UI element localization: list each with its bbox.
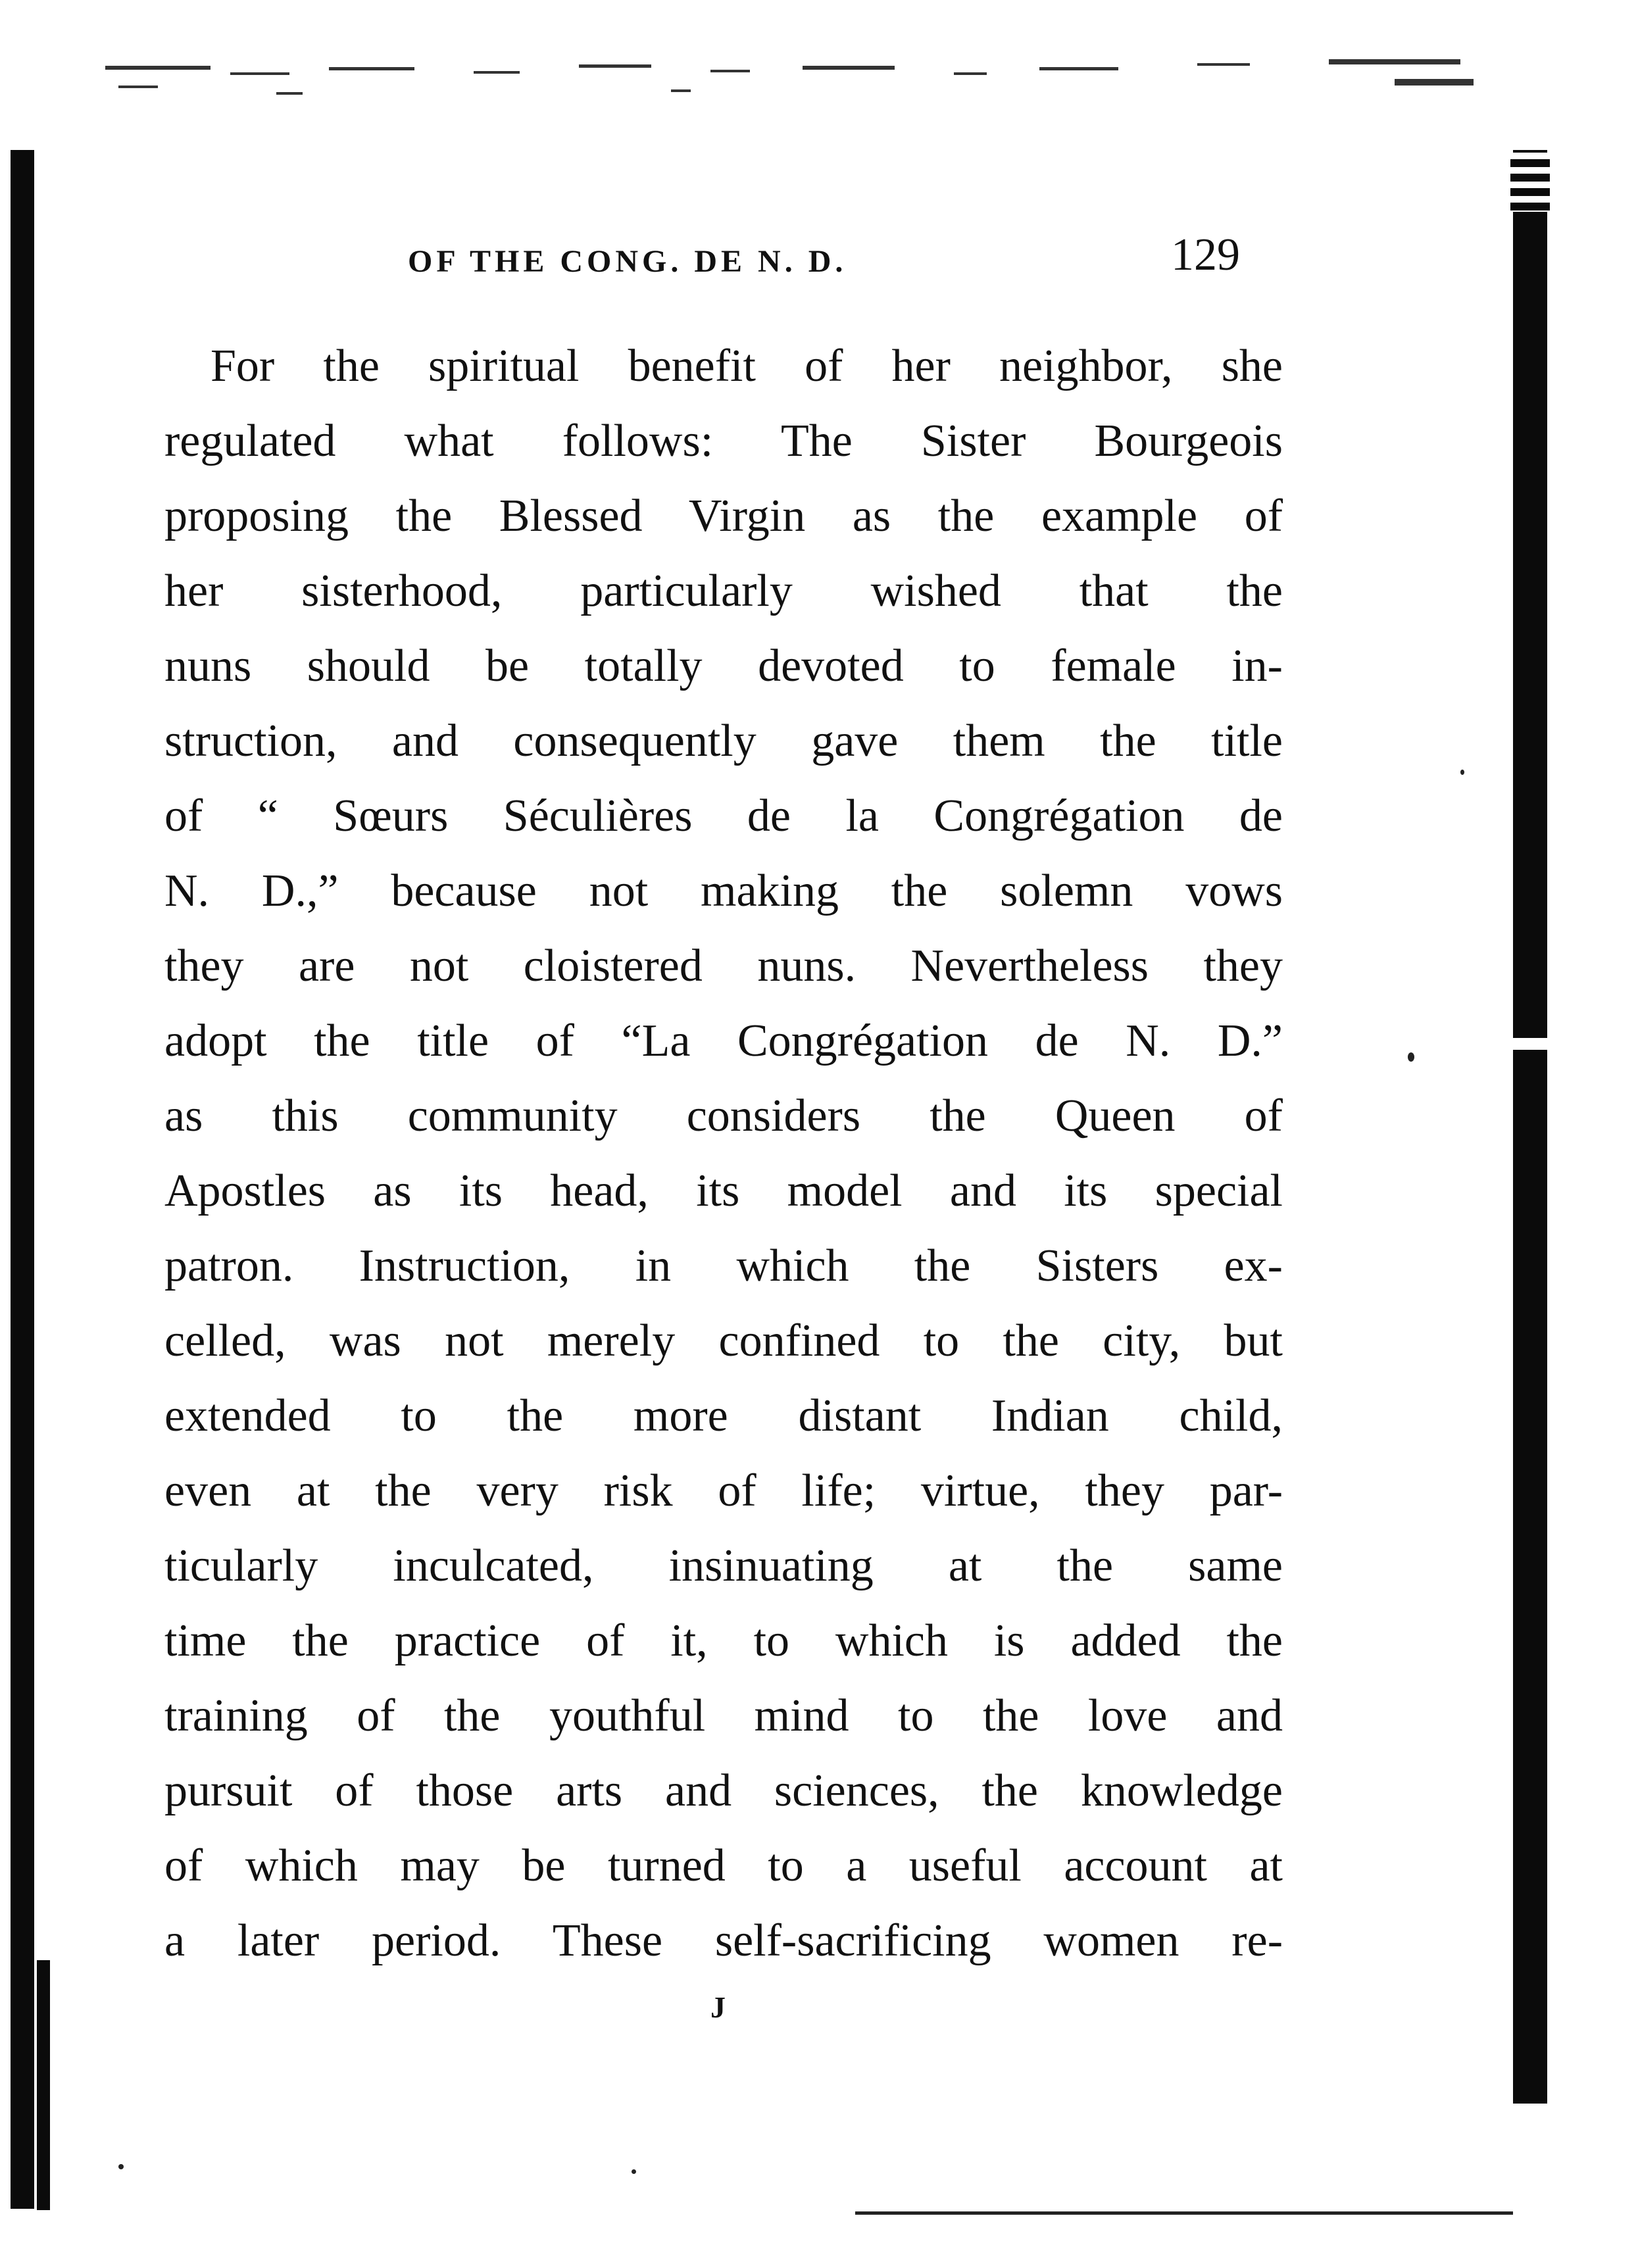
scan-speck [1460,770,1464,775]
scan-left-edge-shadow [11,150,34,2209]
scan-right-edge-gap [1510,1038,1550,1050]
scan-noise-top [79,53,1513,132]
text-line: a later period. These self-sacrificing women re- [164,1915,1283,1966]
text-line: patron. Instruction, in which the Sisters ex- [164,1241,1283,1291]
text-line: time the practice of it, to which is added the [164,1615,1283,1666]
text-line: celled, was not merely confined to the city, but [164,1316,1283,1366]
text-line: training of the youthful mind to the love and [164,1690,1283,1741]
text-line: struction, and consequently gave them the title [164,716,1283,766]
text-line: her sisterhood, particularly wished that the [164,566,1283,616]
scan-left-edge-shadow-lower [37,1960,50,2210]
text-line: For the spiritual benefit of her neighbor, she [211,341,1283,391]
scan-speck [632,2169,636,2174]
text-line: of which may be turned to a useful account at [164,1840,1283,1891]
page-number: 129 [1171,230,1240,280]
running-head: OF THE CONG. DE N. D. [408,244,847,279]
text-line: regulated what follows: The Sister Bourgeois [164,416,1283,466]
scan-speck [1408,1052,1414,1062]
text-line: pursuit of those arts and sciences, the knowledge [164,1765,1283,1816]
text-line: proposing the Blessed Virgin as the example of [164,491,1283,541]
body-paragraph [164,329,1283,1979]
text-line: they are not cloistered nuns. Nevertheless they [164,941,1283,991]
text-line: extended to the more distant Indian child, [164,1391,1283,1441]
text-line: adopt the title of “La Congrégation de N. D.” [164,1016,1283,1066]
text-line: N. D.,” because not making the solemn vows [164,866,1283,916]
scan-right-edge-shadow [1513,150,1547,2104]
text-line: even at the very risk of life; virtue, they par- [164,1466,1283,1516]
scan-bottom-rule [855,2211,1513,2215]
text-line: nuns should be totally devoted to female in- [164,641,1283,691]
scan-right-edge-ticks [1510,153,1550,212]
text-line: of “ Sœurs Séculières de la Congrégation de [164,791,1283,841]
text-line: ticularly inculcated, insinuating at the same [164,1541,1283,1591]
printer-signature-mark: J [710,1990,726,2024]
scan-speck [118,2164,124,2169]
text-line: as this community considers the Queen of [164,1091,1283,1141]
text-line: Apostles as its head, its model and its special [164,1166,1283,1216]
